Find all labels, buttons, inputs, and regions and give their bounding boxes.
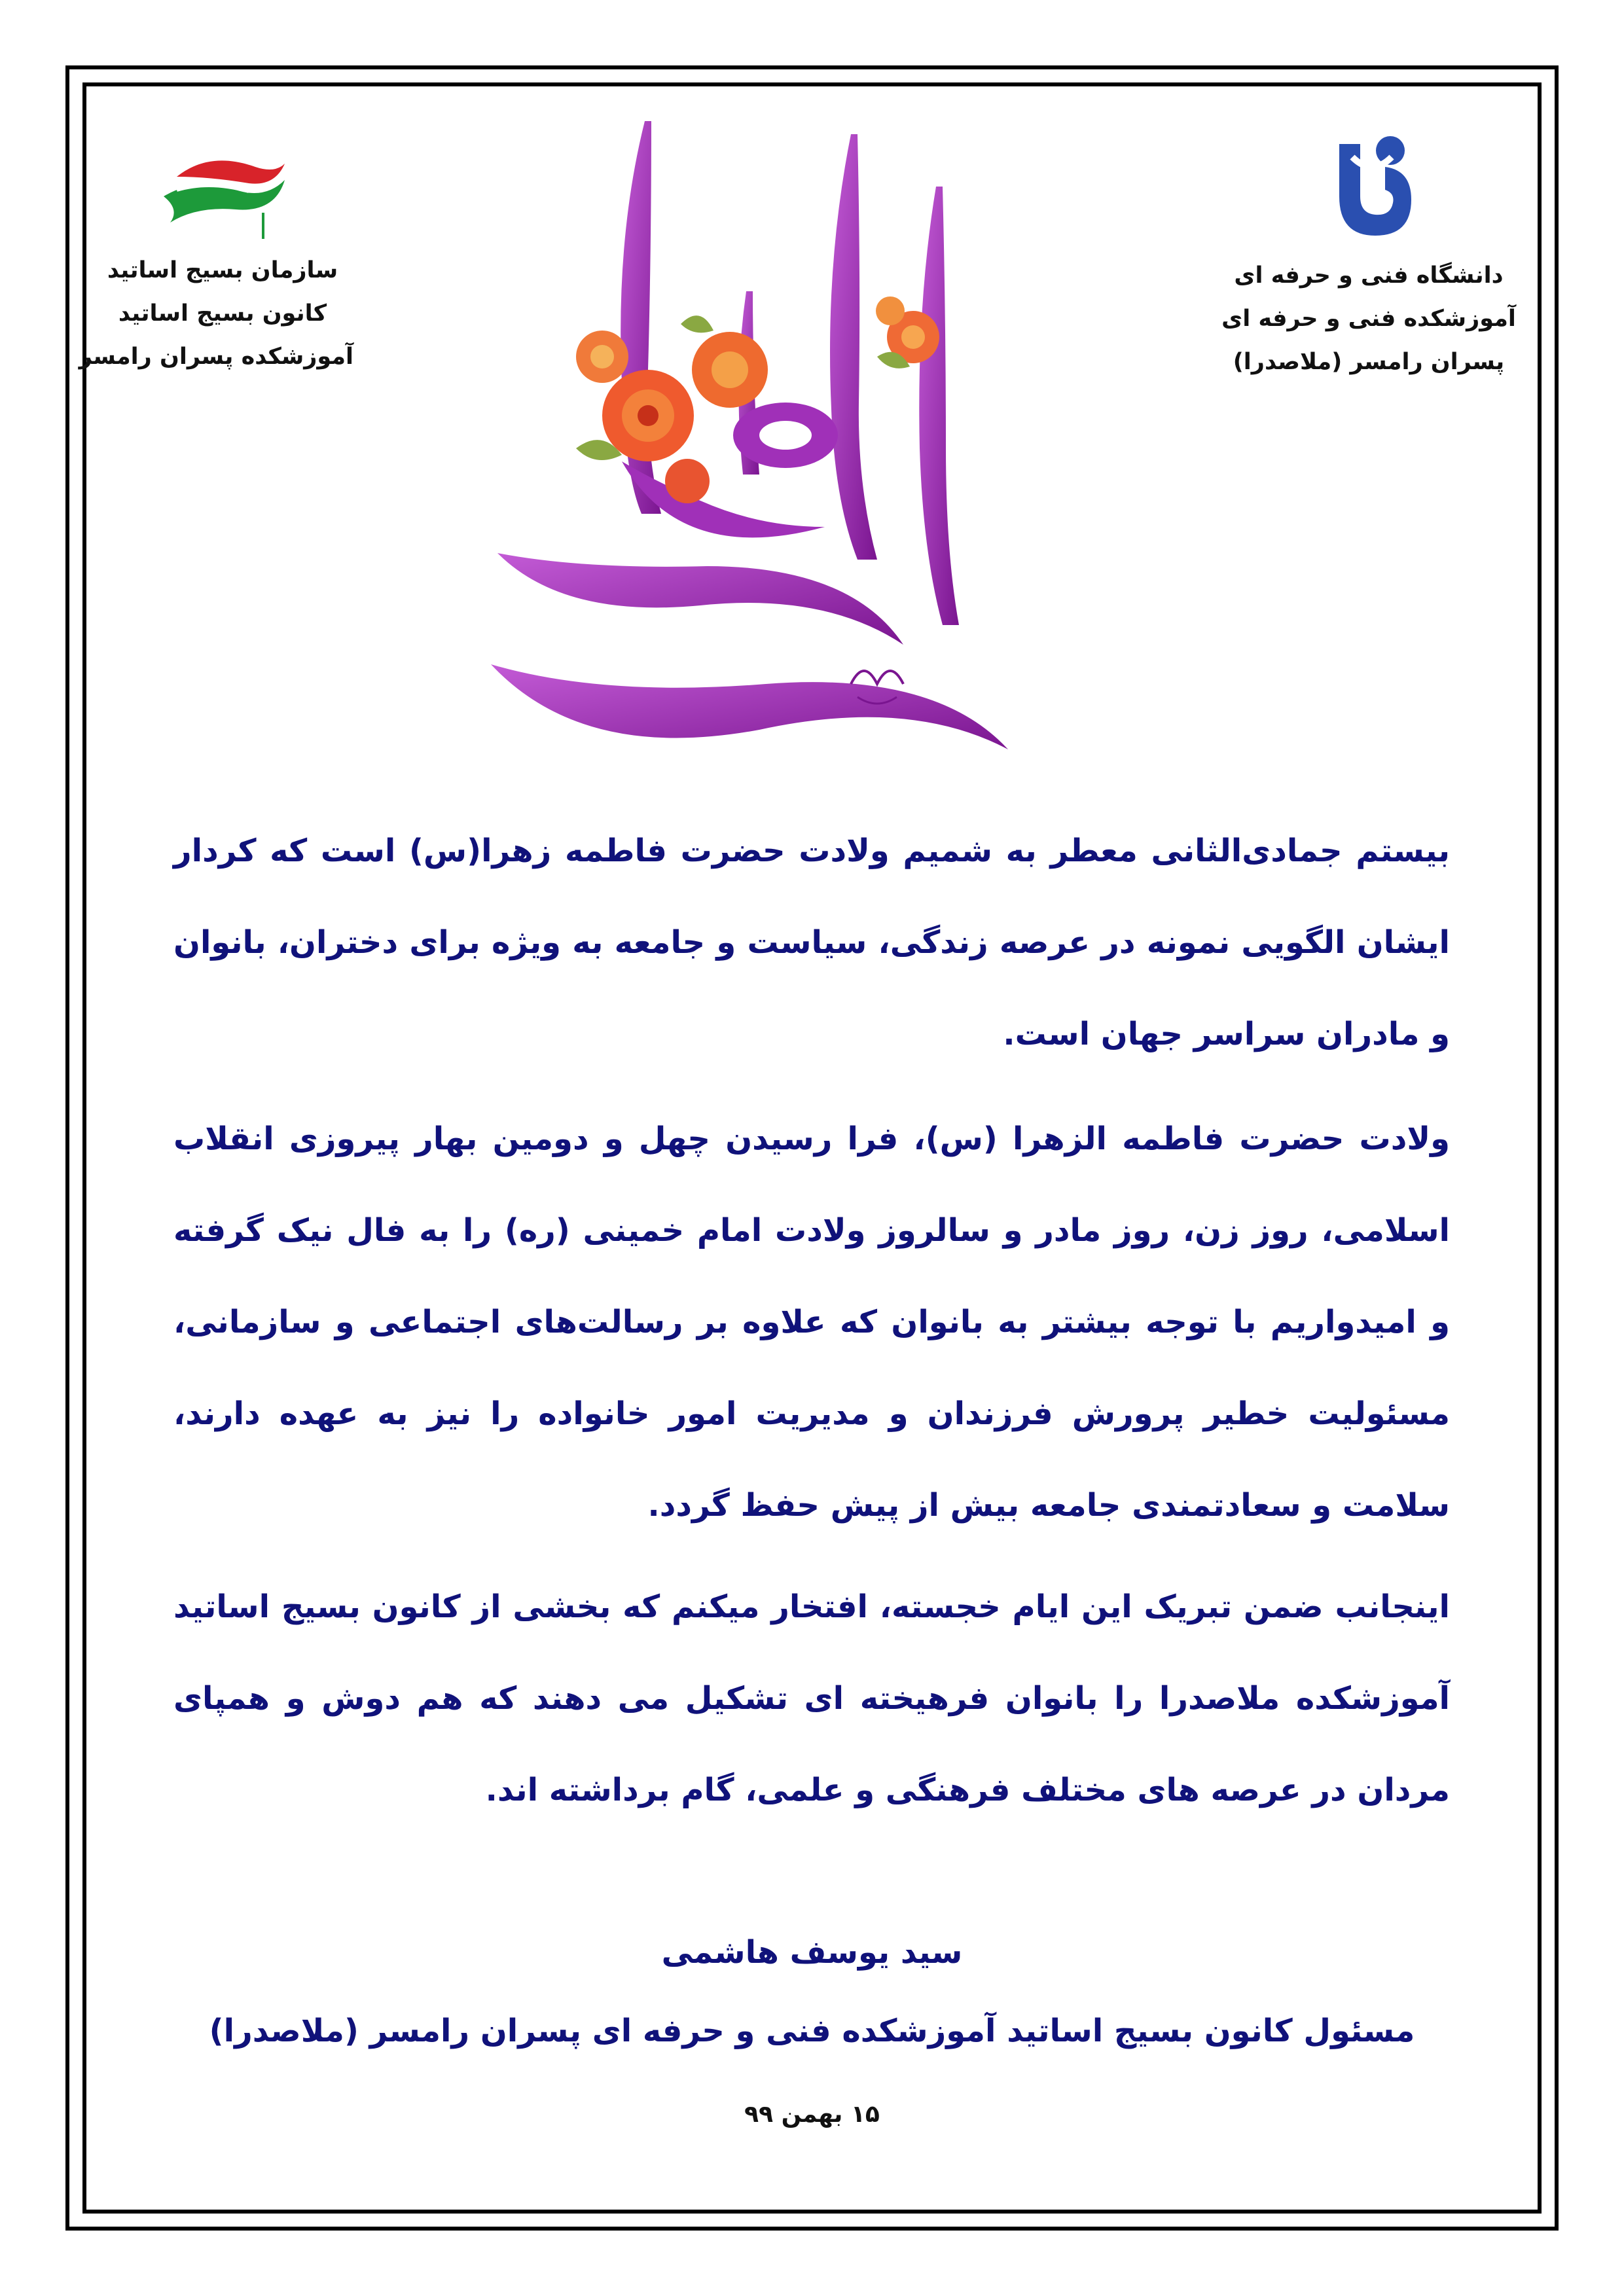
header-university <box>1205 131 1532 384</box>
header-basij <box>79 151 353 378</box>
header-basij-line-3: آموزشکده پسران رامسر <box>79 344 353 370</box>
signature-date: ۱۵ بهمن ۹۹ <box>744 2101 880 2128</box>
body-paragraph-1: بیستم جمادی‌الثانی معطر به شمیم ولادت حضرت فاطمه زهرا(س) است که کردار ایشان الگویی نمونه در عرصه زندگی، سیاست و جامعه به ویژه برای دختران، بانوان و مادران سراسر جهان است. <box>173 833 1450 1052</box>
alzahra-calligraphy-icon <box>484 108 1100 769</box>
header-university-line-3: پسران رامسر (ملاصدرا) <box>1233 349 1505 375</box>
header-basij-line-1: سازمان بسیج اساتید <box>107 257 338 283</box>
signature-title: مسئول کانون بسیج اساتید آموزشکده فنی و حرفه ای پسران رامسر (ملاصدرا) <box>209 2013 1415 2049</box>
body-paragraph-3: اینجانب ضمن تبریک این ایام خجسته، افتخار میکنم که بخشی از کانون بسیج اساتید آموزشکده ملاصدرا را بانوان فرهیخته ای تشکیل می دهند که هم دوش و همپای مردان در عرصه های مختلف فرهنگی و علمی، گام برداشته اند. <box>173 1588 1450 1808</box>
basij-logo-icon <box>157 151 288 242</box>
body-paragraph-2: ولادت حضرت فاطمه الزهرا (س)، فرا رسیدن چهل و دومین بهار پیروزی انقلاب اسلامی، روز زن، روز مادر و سالروز ولادت امام خمینی (ره) را به فال نیک گرفته و امیدواریم با توجه بیشتر به بانوان که علاوه بر رسالت‌های اجتماعی و سازمانی، مسئولیت خطیر پرورش فرزندان و مدیریت امور خانواده را نیز به عهده دارند، سلامت و سعادتمندی جامعه بیش از پیش حفظ گردد. <box>173 1121 1450 1524</box>
university-logo-icon <box>1313 131 1424 249</box>
signature-name: سید یوسف هاشمی <box>661 1934 963 1971</box>
header-basij-line-2: کانون بسیج اساتید <box>118 300 327 327</box>
header-university-line-1: دانشگاه فنی و حرفه ای <box>1234 262 1504 289</box>
header-university-line-2: آموزشکده فنی و حرفه ای <box>1221 306 1516 332</box>
